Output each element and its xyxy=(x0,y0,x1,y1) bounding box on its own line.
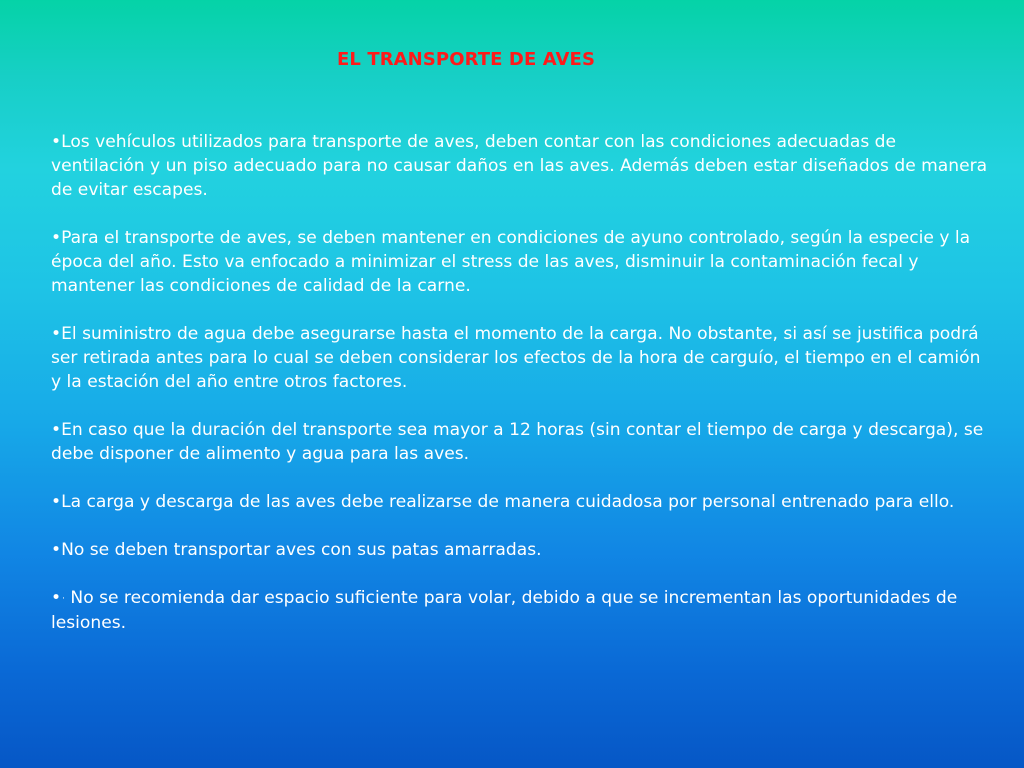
bullet-item xyxy=(51,130,991,202)
bullet-item xyxy=(51,538,991,562)
bullet-item xyxy=(51,586,991,635)
bullet-text: La carga y descarga de las aves debe realizarse de manera cuidadosa por personal entrenado para ello. xyxy=(61,492,955,512)
bullet-item xyxy=(51,226,991,298)
bullet-text: No se recomienda dar espacio suficiente para volar, debido a que se incrementan las oportunidades de lesiones. xyxy=(51,588,958,633)
bullet-marker: • xyxy=(51,540,62,560)
bullet-marker: • xyxy=(51,228,62,248)
bullet-item xyxy=(51,418,991,466)
bullet-text: El suministro de agua debe asegurarse hasta el momento de la carga. No obstante, si así se justifica podrá ser retirada antes para lo cual se deben considerar los efectos de la hora de carguío, el tiempo en el camión y la estación del año entre otros factores. xyxy=(51,324,981,392)
slide-title: EL TRANSPORTE DE AVES xyxy=(336,49,596,70)
bullet-marker: • xyxy=(51,132,62,152)
bullet-marker: • xyxy=(51,492,62,512)
bullet-list xyxy=(51,130,991,635)
bullet-text: En caso que la duración del transporte sea mayor a 12 horas (sin contar el tiempo de carga y descarga), se debe disponer de alimento y agua para las aves. xyxy=(51,420,984,464)
bullet-marker: • xyxy=(51,588,62,608)
bullet-text: Para el transporte de aves, se deben mantener en condiciones de ayuno controlado, según la especie y la época del año. Esto va enfocado a minimizar el stress de las aves, disminuir la contaminación fecal y mantener las condiciones de calidad de la carne. xyxy=(51,228,971,296)
small-bullet-mark: · xyxy=(62,594,65,604)
bullet-marker: • xyxy=(51,324,62,344)
bullet-item xyxy=(51,322,991,394)
bullet-text: No se deben transportar aves con sus patas amarradas. xyxy=(61,540,542,560)
bullet-text: Los vehículos utilizados para transporte de aves, deben contar con las condiciones adecuadas de ventilación y un piso adecuado para no causar daños en las aves. Además deben estar diseñados de manera de evitar escapes. xyxy=(51,132,988,200)
bullet-marker: • xyxy=(51,420,62,440)
bullet-item xyxy=(51,490,991,514)
